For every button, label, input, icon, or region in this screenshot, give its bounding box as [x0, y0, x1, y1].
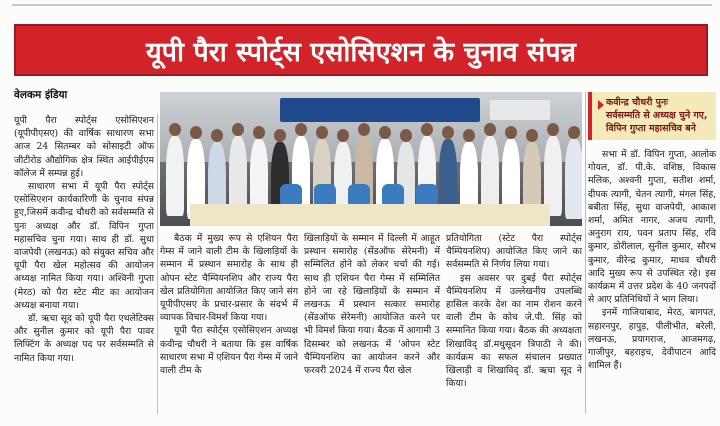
column-1 — [14, 114, 154, 365]
photo-person-head — [253, 126, 265, 139]
photo-person-head — [295, 123, 307, 136]
byline: वेलकम इंडिया — [14, 89, 68, 101]
photo-person-head — [211, 129, 223, 142]
col2-para-1: बैठक में मुख्य रूप से एशियन पैरा गेम्स में जाने वाली टीम के खिलाड़ियों के सम्मान में प्रस्थान समारोह के साथ ही ओपन स्टेट चैम्पियनशिप और राज्य पैरा खेल प्रतियोगिता आयोजित किए जाने संग यूपीपीएसए के प्रचार-प्रसार के संदर्भ में व्यापक विचार-विमर्श किया गया। — [160, 233, 298, 324]
photo-person — [565, 139, 582, 219]
column-5 — [588, 148, 716, 372]
arrow-icon — [598, 100, 604, 110]
photo-sign — [490, 100, 550, 120]
col5-para-1: सभा में डॉ. विपिन गुप्ता, आलोक गोयल, डॉ. पी.के. वशिष्ठ, विकास मलिक, अश्वनी गुप्ता, सतीश शर्मा, दीपक त्यागी, चेतन त्यागी, मंगल सिंह, बबीता सिंह, सुधा वाजपेयी, आकाश शर्मा, अमित नागर, अजय त्यागी, अनुराग राय, पवन प्रताप सिंह, रवि कुमार, डोरीलाल, सुनील कुमार, सौरभ कुमार, वीरेन्द्र कुमार, माधव चौधरी आदि मुख्य रूप से उपस्थित रहे। इस कार्यक्रम में उत्तर प्रदेश के 40 जनपदों से आए प्रतिनिधियों ने भाग लिया। — [588, 149, 716, 306]
column-divider — [585, 92, 586, 414]
highlight-box — [588, 92, 716, 140]
highlight-line-3: विपिन गुप्ता महासचिव बने — [606, 123, 696, 134]
photo-person-head — [316, 126, 328, 139]
photo-person-head — [505, 126, 517, 139]
col1-para-1: यूपी पैरा स्पोर्ट्स एसोसिएशन (यूपीपीएसए) की वार्षिक साधारण सभा आज 24 सितम्बर को सोसाइटी ऑफ जीटीरोड औद्योगिक क्षेत्र स्थित आईपीईएम कॉलेज में सम्पन्न हुई। — [14, 115, 154, 179]
photo-person-head — [442, 126, 454, 139]
highlight-line-2: सर्वसम्मति से अध्यक्ष चुने गए, — [606, 110, 708, 121]
col1-para-2: साधारण सभा में यूपी पैरा स्पोर्ट्स एसोसिएशन कार्यकारिणी के चुनाव संपन्न हुए,जिसमें कवीन्द्र चौधरी को सर्वसम्मति से पुनः अध्यक्ष और डॉ. विपिन गुप्ता महासचिव चुना गया। साथ ही डॉ. सुधा वाजपेयी (लखनऊ) को संयुक्त सचिव और यूपी पैरा खेल महोत्सव की आयोजन अध्यक्ष नामित किया गया। अश्विनी गुप्ता (मेरठ) को पैरा स्टेट मीट का आयोजन अध्यक्ष बनाया गया। — [14, 181, 154, 311]
photo-banner — [280, 98, 480, 122]
col4-para-1: प्रतियोगिता (स्टेट पैरा स्पोर्ट्स चैम्पियनशिप) आयोजित किए जाने का सर्वसम्मति से निर्णय लिया गया। — [446, 233, 582, 271]
column-4 — [446, 232, 582, 390]
top-rule — [12, 4, 712, 6]
photo-person-head — [526, 129, 538, 142]
photo-person-head — [358, 123, 370, 136]
photo-person-head — [400, 129, 412, 142]
column-3 — [304, 232, 440, 377]
photo-person-head — [232, 123, 244, 136]
photo-person-head — [547, 123, 559, 136]
photo-person-head — [274, 129, 286, 142]
photo-person — [166, 136, 184, 216]
photo-person-head — [568, 126, 580, 139]
photo-person-head — [484, 123, 496, 136]
photo-person-head — [337, 129, 349, 142]
col2-para-2: यूपी पैरा स्पोर्ट्स एसोसिएशन अध्यक्ष कवीन्द्र चौधरी ने बताया कि इस वार्षिक साधारण सभा में एशियन पैरा गेम्स में जाने वाली टीम के — [160, 325, 298, 377]
photo-person-head — [463, 129, 475, 142]
col1-para-3: डॉ. ऋचा सूद को यूपी पैरा एथलेटिक्स और सुनील कुमार को यूपी पैरा पावर लिफ्टिंग के अध्यक्ष पद पर सर्वसम्मति से नामित किया गया। — [14, 313, 154, 364]
col5-para-2: इनमें गाजियाबाद, मेरठ, बागपत, सहारनपुर, हापुड़, पीलीभीत, बरेली, लखनऊ, प्रयागराज, आजमगढ़, गाजीपुर, बहराइच, देवीपाटन आदि शामिल हैं। — [588, 307, 716, 372]
photo-person-head — [379, 126, 391, 139]
col3-para-1: खिलाड़ियों के सम्मान में दिल्ली में आहूत प्रस्थान समारोह (सेंडऑफ सेरेमनी) में सम्मिलित होने को लेकर चर्चा की गई। साथ ही एशियन पैरा गेम्स में सम्मिलित होने जा रहे खिलाड़ियों के सम्मान में लखनऊ में प्रस्थान सत्कार समारोह (सेंडऑफ सेरेमनी) आयोजित करने पर भी विमर्श किया गया। बैठक में आगामी 3 दिसम्बर को लखनऊ में 'ओपन स्टेट चैम्पियनशिप का आयोजन करने और फरवरी 2024 में राज्य पैरा खेल — [304, 233, 440, 377]
highlight-line-1: कवीन्द्र चौधरी पुनः — [606, 97, 669, 108]
headline-banner — [14, 24, 708, 76]
group-photo — [160, 92, 582, 226]
photo-person-head — [190, 126, 202, 139]
column-divider — [157, 114, 158, 414]
photo-table — [190, 204, 550, 226]
photo-person-head — [169, 123, 181, 136]
photo-person-head — [421, 123, 433, 136]
column-2 — [160, 232, 298, 377]
col4-para-2: इस अवसर पर दुबई पैरा स्पोर्ट्स चैम्पियनशिप में उल्लेखनीय उपलब्धि हासिल करके देश का नाम रोशन करने वाली टीम के कोच जे.पी. सिंह को सम्मानित किया गया। बैठक की अध्यक्षता शिखाविद् डॉ.मधुसूदन त्रिपाठी ने की। कार्यक्रम का सफल संचालन प्रख्यात खिलाड़ी व शिखाविद् डॉ. ऋचा सूद ने किया। — [446, 272, 582, 390]
headline: यूपी पैरा स्पोर्ट्स एसोसिएशन के चुनाव संपन्न — [146, 36, 576, 68]
